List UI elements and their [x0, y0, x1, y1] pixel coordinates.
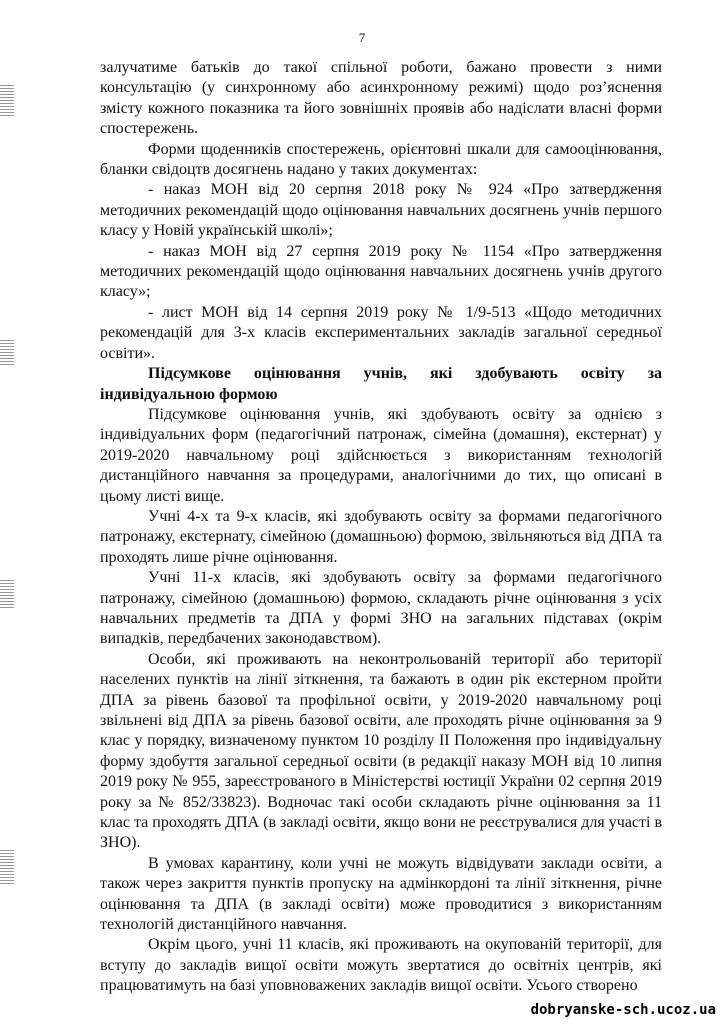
paragraph: Учні 4-х та 9-х класів, які здобувають освіту за формами педагогічного патронажу, екстернату, сімейною (домашньою) формою, звільняються від ДПА та проходять лише річне оцінювання. [100, 507, 662, 566]
scan-artifact [0, 850, 14, 886]
paragraph: Особи, які проживають на неконтрольованій території або території населених пунктів на лінії зіткнення, та бажають в один рік екстерном пройти ДПА за рівень базової та профільної освіти, у 2019-2020 навчальному році звільнені від ДПА за рівень базової освіти, але проходять річне оцінювання за 9 клас у порядку, визначеному пунктом 10 розділу II Положення про індивідуальну форму здобуття загальної середньої освіти (в редакції наказу МОН від 10 липня 2019 року № 955, зареєстрованого в Міністерстві юстиції України 02 серпня 2019 року за № 852/33823). Водночас такі особи складають річне оцінювання за 11 клас та проходять ДПА (в закладі освіти, якщо вони не реєструвалися для участі в ЗНО). [100, 650, 663, 852]
scan-artifact [0, 580, 14, 610]
section-heading: Підсумкове оцінювання учнів, які здобувають освіту за індивідуальною формою [100, 365, 662, 403]
paragraph: Учні 11-х класів, які здобувають освіту за формами педагогічного патронажу, сімейною (домашньою) формою, складають річне оцінювання з усіх навчальних предметів та ДПА у формі ЗНО на загальних підставах (окрім випадків, передбачених законодавством). [100, 569, 662, 648]
paragraph: Окрім цього, учні 11 класів, які проживають на окупованій території, для вступу до закладів вищої освіти можуть звертатися до освітніх центрів, які працюватимуть на базі уповноважених закладів вищої освіти. Усього створено [100, 936, 662, 995]
page-number: 7 [358, 30, 366, 45]
list-item: - лист МОН від 14 серпня 2019 року № 1/9-513 «Щодо методичних рекомендацій для 3-х класів експериментальних закладів загальної середньої освіти». [100, 303, 662, 362]
document-body [100, 58, 662, 997]
paragraph: Підсумкове оцінювання учнів, які здобувають освіту за однією з індивідуальних форм (педагогічний патронаж, сімейна (домашня), екстернат) у 2019-2020 навчальному році здійснюється з використанням технологій дистанційного навчання за процедурами, аналогічними до тих, що описані в цьому листі вище. [100, 405, 662, 505]
scan-artifact [0, 340, 14, 366]
paragraph: Форми щоденників спостережень, орієнтовні шкали для самооцінювання, бланки свідоцтв досягнень надано у таких документах: [100, 140, 662, 179]
paragraph: В умовах карантину, коли учні не можуть відвідувати заклади освіти, а також через закриття пунктів пропуску на адмінкордоні та лінії зіткнення, річне оцінювання та ДПА (в закладі освіти) може проводитися з використанням технологій дистанційного навчання. [100, 854, 662, 934]
scan-artifact [0, 85, 14, 117]
list-item: - наказ МОН від 27 серпня 2019 року № 1154 «Про затвердження методичних рекомендацій щодо оцінювання навчальних досягнень учнів другого класу»; [100, 242, 662, 301]
site-watermark: dobryanske-sch.ucoz.ua [530, 1002, 716, 1018]
paragraph: залучатиме батьків до такої спільної роботи, бажано провести з ними консультацію (у синхронному або асинхронному режимі) щодо роз’яснення змісту кожного показника та його зовнішніх проявів або надіслати власні форми спостережень. [100, 59, 662, 138]
list-item: - наказ МОН від 20 серпня 2018 року № 924 «Про затвердження методичних рекомендацій щодо оцінювання навчальних досягнень учнів першого класу у Новій українській школі»; [100, 181, 662, 240]
